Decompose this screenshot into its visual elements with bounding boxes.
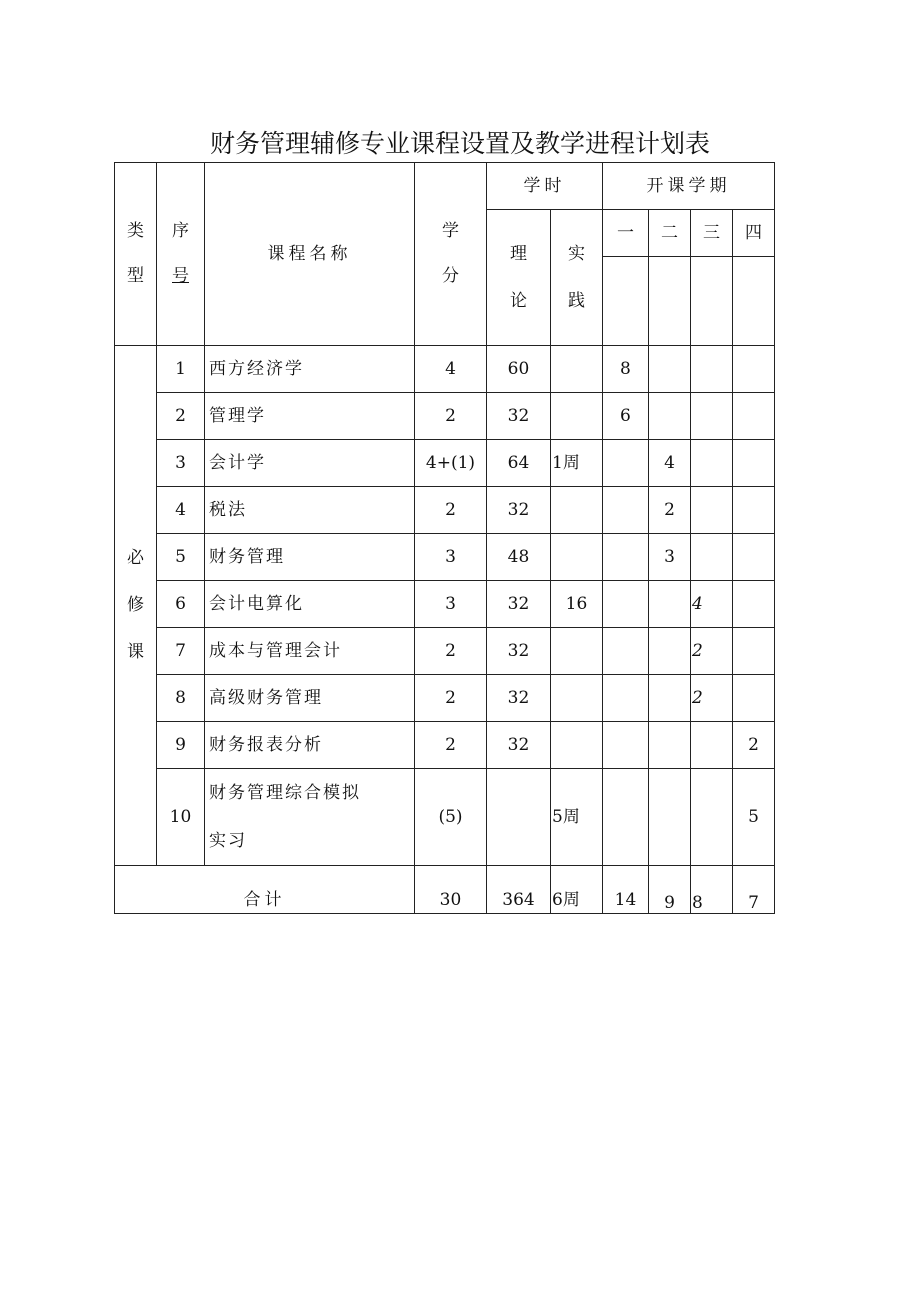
row-term-4 <box>733 487 775 534</box>
table-row <box>115 581 775 628</box>
row-no: 1 <box>157 346 205 393</box>
header-semester: 开课学期 <box>603 163 775 210</box>
row-term-3 <box>691 722 733 769</box>
row-term-3: 2 <box>691 628 733 675</box>
row-theory: 32 <box>487 393 551 440</box>
category-char-1: 必 <box>127 548 144 568</box>
total-theory: 364 <box>487 866 551 914</box>
row-credits: 2 <box>415 675 487 722</box>
row-credits: 2 <box>415 393 487 440</box>
header-practice <box>551 210 603 346</box>
header-credits-char-2: 分 <box>442 266 459 286</box>
row-term-1 <box>603 722 649 769</box>
row-practice: 1周 <box>551 440 603 487</box>
row-theory: 60 <box>487 346 551 393</box>
category-char-2: 修 <box>127 595 144 615</box>
row-term-2 <box>649 769 691 866</box>
total-term-1: 14 <box>603 866 649 914</box>
total-term-3: 8 <box>691 866 733 914</box>
row-no: 8 <box>157 675 205 722</box>
row-term-3: 4 <box>691 581 733 628</box>
row-term-1 <box>603 675 649 722</box>
row-course-name: 财务报表分析 <box>205 722 415 769</box>
total-practice: 6周 <box>551 866 603 914</box>
row-course-name-line-2: 实习 <box>209 831 247 851</box>
row-theory: 32 <box>487 628 551 675</box>
table-row <box>115 487 775 534</box>
row-term-1: 8 <box>603 346 649 393</box>
header-theory <box>487 210 551 346</box>
row-term-4: 5 <box>733 769 775 866</box>
row-practice <box>551 487 603 534</box>
header-seq <box>157 163 205 346</box>
header-term-1: 一 <box>603 210 649 257</box>
row-no: 9 <box>157 722 205 769</box>
header-practice-char-2: 践 <box>568 290 585 311</box>
row-theory: 48 <box>487 534 551 581</box>
row-no: 4 <box>157 487 205 534</box>
row-practice <box>551 393 603 440</box>
header-credits <box>415 163 487 346</box>
row-theory: 32 <box>487 581 551 628</box>
header-practice-char-1: 实 <box>568 243 585 264</box>
row-theory: 32 <box>487 487 551 534</box>
table-row <box>115 440 775 487</box>
header-term-3-blank <box>691 257 733 346</box>
total-term-2: 9 <box>649 866 691 914</box>
row-theory <box>487 769 551 866</box>
table-row <box>115 722 775 769</box>
row-theory: 32 <box>487 722 551 769</box>
table-row <box>115 769 775 866</box>
row-term-3 <box>691 534 733 581</box>
row-course-name: 会计学 <box>205 440 415 487</box>
row-course-name: 管理学 <box>205 393 415 440</box>
row-term-2 <box>649 628 691 675</box>
row-course-name-line-1: 财务管理综合模拟 <box>209 783 361 803</box>
header-seq-char-2: 号 <box>172 266 189 286</box>
table-row <box>115 393 775 440</box>
row-no: 5 <box>157 534 205 581</box>
row-term-1 <box>603 628 649 675</box>
header-theory-char-2: 论 <box>510 290 527 311</box>
row-practice: 5周 <box>551 769 603 866</box>
total-label-text: 合计 <box>243 890 286 910</box>
row-term-4 <box>733 628 775 675</box>
row-term-4: 2 <box>733 722 775 769</box>
header-term-4: 四 <box>733 210 775 257</box>
header-term-2: 二 <box>649 210 691 257</box>
row-term-1 <box>603 487 649 534</box>
row-no: 3 <box>157 440 205 487</box>
row-practice: 16 <box>551 581 603 628</box>
row-theory: 32 <box>487 675 551 722</box>
row-practice <box>551 628 603 675</box>
row-credits: 3 <box>415 581 487 628</box>
row-practice <box>551 675 603 722</box>
header-credits-char-1: 学 <box>442 221 459 241</box>
row-no: 6 <box>157 581 205 628</box>
row-course-name: 会计电算化 <box>205 581 415 628</box>
row-term-4 <box>733 440 775 487</box>
row-course-name: 税法 <box>205 487 415 534</box>
row-no: 7 <box>157 628 205 675</box>
total-credits: 30 <box>415 866 487 914</box>
row-course-name <box>205 769 415 866</box>
row-course-name: 高级财务管理 <box>205 675 415 722</box>
row-no: 2 <box>157 393 205 440</box>
header-course-name: 课程名称 <box>205 163 415 346</box>
table-row <box>115 675 775 722</box>
row-term-2: 2 <box>649 487 691 534</box>
row-term-4 <box>733 675 775 722</box>
row-term-1 <box>603 534 649 581</box>
row-term-4 <box>733 534 775 581</box>
header-type-char-1: 类 <box>127 221 144 241</box>
row-credits: 2 <box>415 722 487 769</box>
row-term-1 <box>603 769 649 866</box>
row-theory: 64 <box>487 440 551 487</box>
total-term-4: 7 <box>733 866 775 914</box>
row-practice <box>551 346 603 393</box>
row-credits: 3 <box>415 534 487 581</box>
total-label <box>115 866 415 914</box>
row-term-4 <box>733 346 775 393</box>
row-term-2 <box>649 393 691 440</box>
row-no: 10 <box>157 769 205 866</box>
document-title: 财务管理辅修专业课程设置及教学进程计划表 <box>209 129 710 158</box>
row-course-name: 成本与管理会计 <box>205 628 415 675</box>
header-theory-char-1: 理 <box>510 243 527 264</box>
row-term-2 <box>649 581 691 628</box>
row-credits: 2 <box>415 628 487 675</box>
header-type <box>115 163 157 346</box>
row-term-3: 2 <box>691 675 733 722</box>
header-term-4-blank <box>733 257 775 346</box>
row-term-3 <box>691 769 733 866</box>
table-row <box>115 534 775 581</box>
row-term-3 <box>691 487 733 534</box>
row-term-3 <box>691 393 733 440</box>
row-term-3 <box>691 440 733 487</box>
table-row <box>115 628 775 675</box>
row-practice <box>551 534 603 581</box>
header-term-1-blank <box>603 257 649 346</box>
row-term-2 <box>649 675 691 722</box>
row-term-2 <box>649 346 691 393</box>
row-credits: (5) <box>415 769 487 866</box>
row-credits: 4+(1) <box>415 440 487 487</box>
course-plan-table <box>114 162 775 914</box>
row-credits: 2 <box>415 487 487 534</box>
category-char-3: 课 <box>127 642 144 662</box>
row-course-name: 财务管理 <box>205 534 415 581</box>
row-term-2: 3 <box>649 534 691 581</box>
row-term-2: 4 <box>649 440 691 487</box>
row-term-4 <box>733 393 775 440</box>
total-row <box>115 866 775 914</box>
row-practice <box>551 722 603 769</box>
header-hours: 学时 <box>487 163 603 210</box>
row-term-1 <box>603 581 649 628</box>
header-type-char-2: 型 <box>127 266 144 286</box>
header-row-1 <box>115 163 775 210</box>
row-term-2 <box>649 722 691 769</box>
row-term-1 <box>603 440 649 487</box>
header-term-2-blank <box>649 257 691 346</box>
row-term-1: 6 <box>603 393 649 440</box>
category-required <box>115 346 157 866</box>
row-term-4 <box>733 581 775 628</box>
row-credits: 4 <box>415 346 487 393</box>
header-seq-char-1: 序 <box>172 221 189 241</box>
row-course-name: 西方经济学 <box>205 346 415 393</box>
row-term-3 <box>691 346 733 393</box>
table-row <box>115 346 775 393</box>
header-term-3: 三 <box>691 210 733 257</box>
